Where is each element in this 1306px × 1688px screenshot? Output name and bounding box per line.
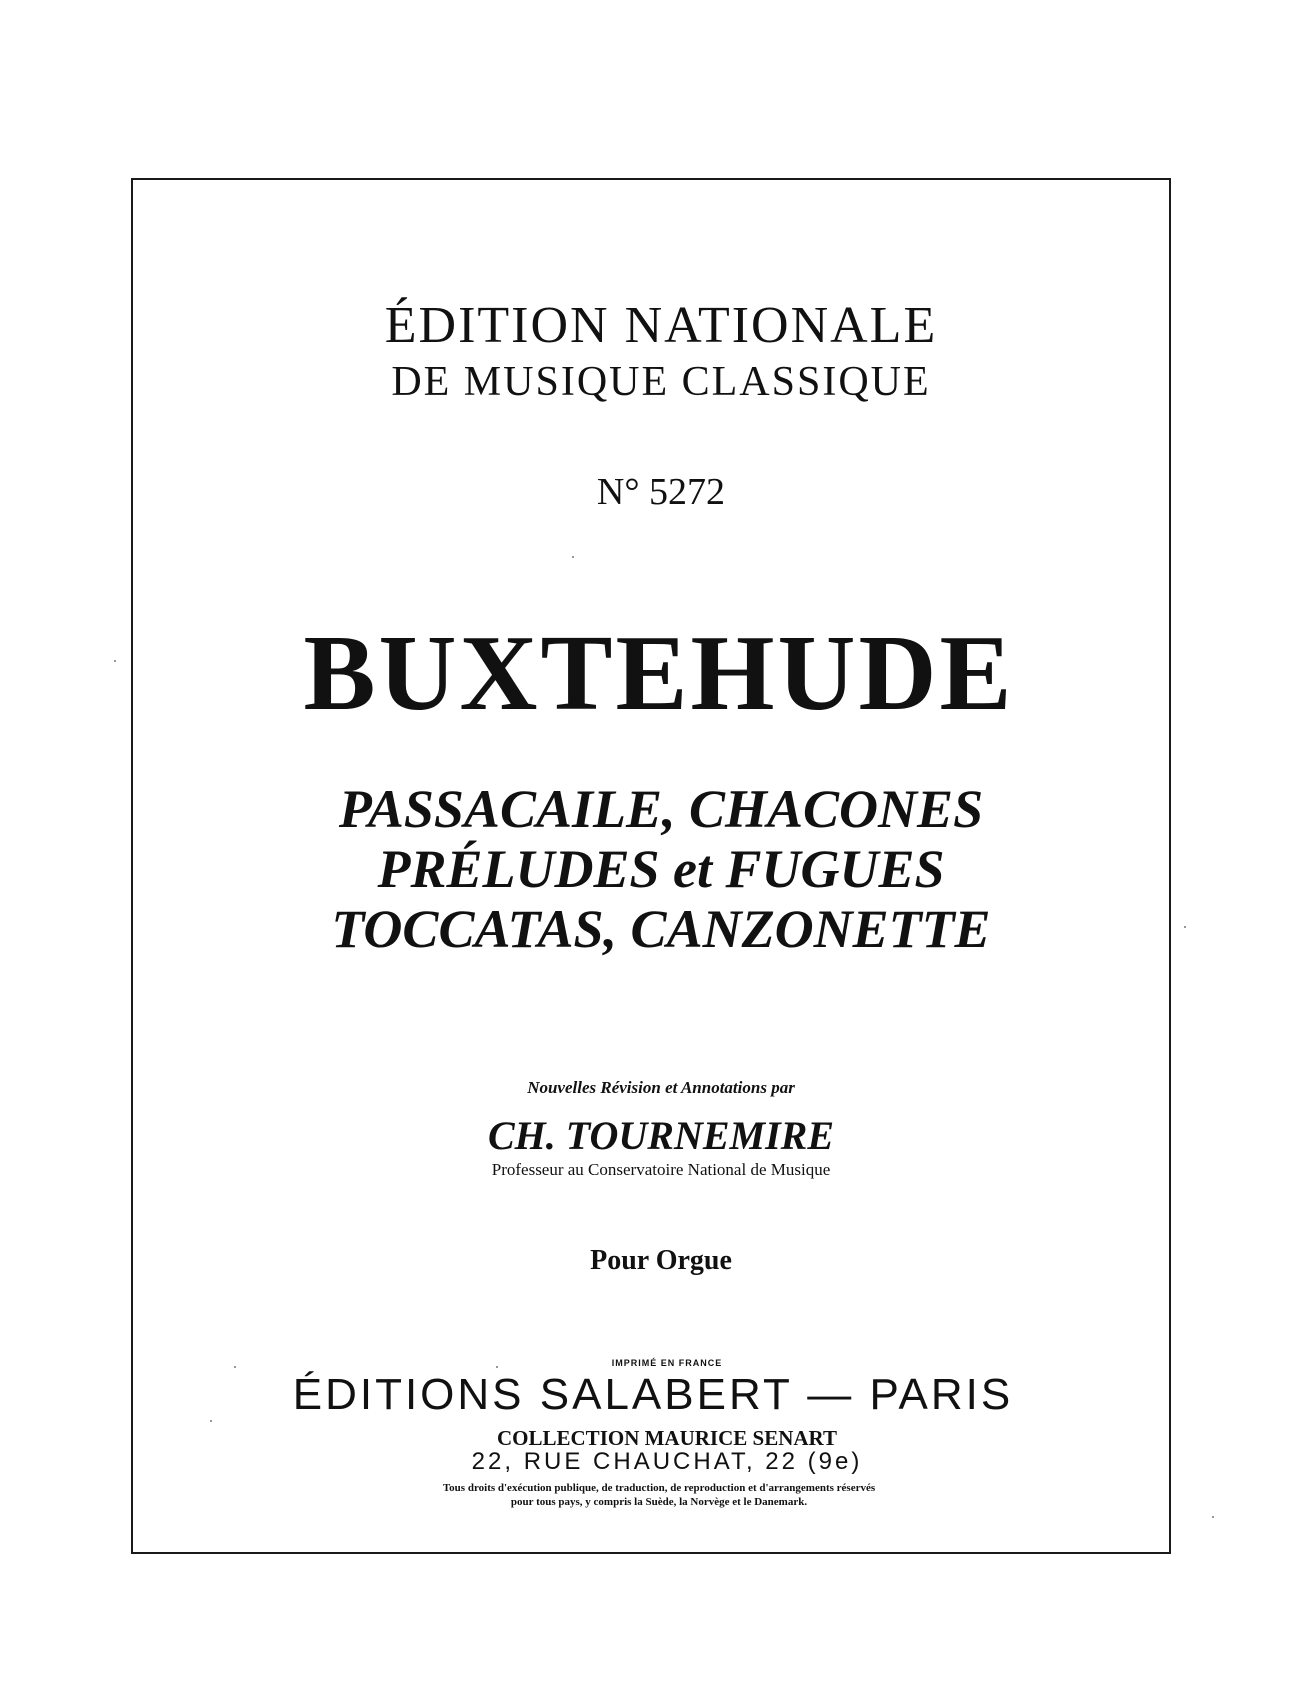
scan-speck: [1212, 1516, 1214, 1518]
works-line-1: PASSACAILE, CHACONES: [338, 779, 984, 839]
instrument: Pour Orgue: [590, 1245, 732, 1276]
collection-name: COLLECTION MAURICE SENART: [497, 1426, 837, 1450]
works-line-3: TOCCATAS, CANZONETTE: [331, 899, 991, 959]
scan-speck: [234, 1366, 236, 1368]
rights-notice-line-2: pour tous pays, y compris la Suède, la Norvège et le Danemark.: [510, 1496, 808, 1508]
rights-notice-line-1: Tous droits d'exécution publique, de traduction, de reproduction et d'arrangements réservés: [442, 1482, 876, 1494]
composer-name: BUXTEHUDE: [303, 614, 1015, 733]
publisher-address: 22, RUE CHAUCHAT, 22 (9e): [471, 1448, 863, 1475]
scan-speck: [572, 556, 574, 558]
scan-speck: [1184, 926, 1186, 928]
scan-speck: [210, 1420, 212, 1422]
works-line-2: PRÉLUDES et FUGUES: [377, 839, 945, 899]
scan-speck: [114, 660, 116, 662]
printed-in: IMPRIMÉ EN FRANCE: [611, 1358, 723, 1368]
editor-name: CH. TOURNEMIRE: [487, 1113, 834, 1158]
revision-credit: Nouvelles Révision et Annotations par: [527, 1078, 795, 1097]
scan-speck: [496, 1366, 498, 1368]
editor-title: Professeur au Conservatoire National de Musique: [491, 1160, 831, 1179]
catalog-number: N° 5272: [596, 471, 726, 513]
series-subtitle: DE MUSIQUE CLASSIQUE: [391, 359, 931, 405]
publisher-name: ÉDITIONS SALABERT — PARIS: [292, 1370, 1014, 1419]
series-title: ÉDITION NATIONALE: [384, 297, 938, 354]
